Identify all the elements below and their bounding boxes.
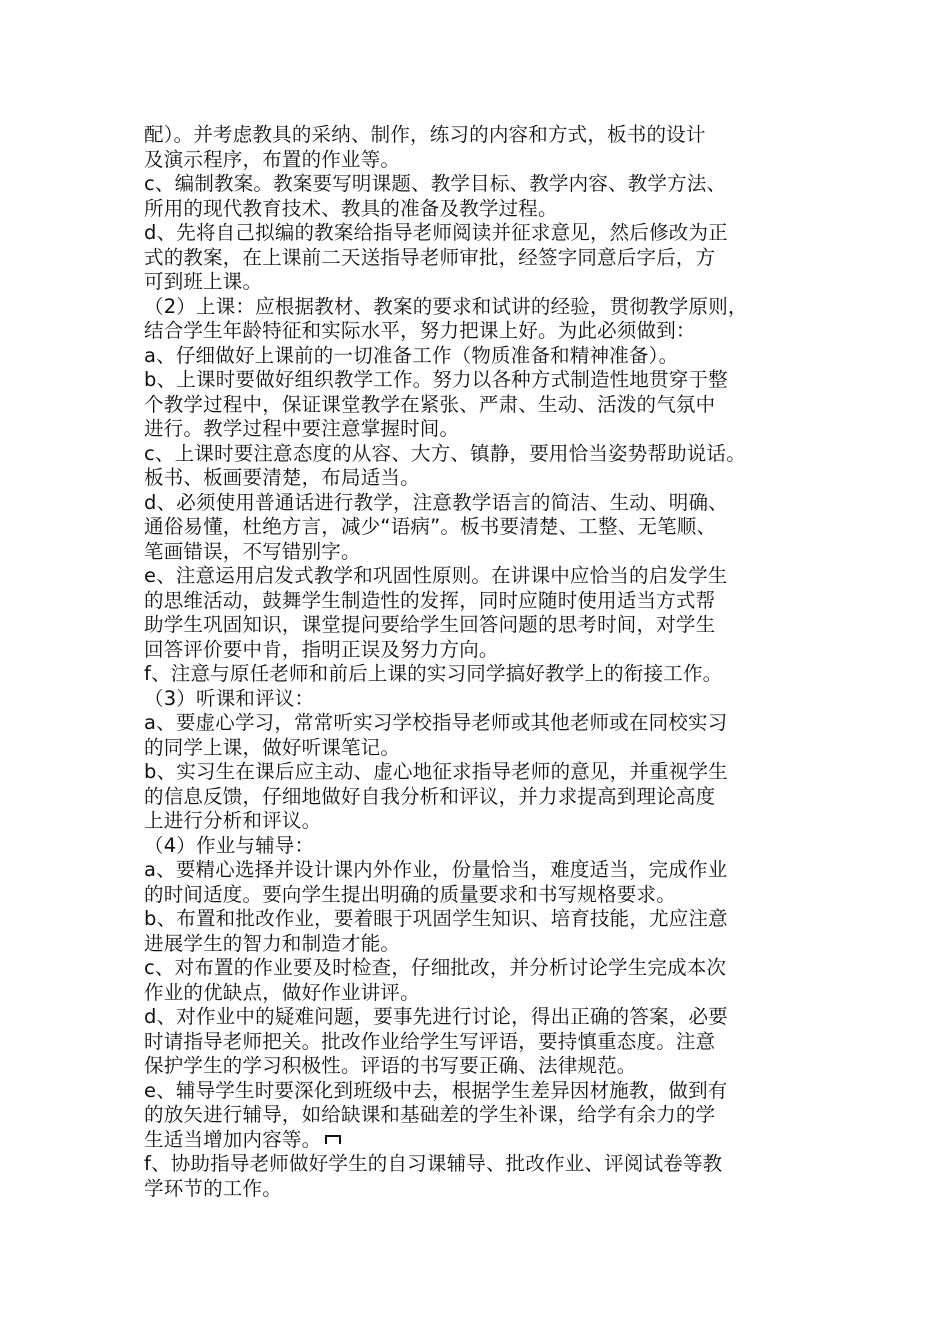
text-line: 个教学过程中，保证课堂教学在紧张、严肃、生动、活泼的气氛中	[144, 392, 716, 416]
text-line: 可到班上课。	[144, 270, 263, 293]
text-line: c、上课时要注意态度的从容、大方、镇静，要用恰当姿势帮助说话。	[144, 441, 746, 465]
text-line: b、实习生在课后应主动、虚心地征求指导老师的意见，并重视学生	[144, 760, 728, 783]
text-line: 及演示程序，布置的作业等。	[144, 147, 401, 171]
text-line: 的思维活动，鼓舞学生制造性的发挥，同时应随时使用适当方式帮	[144, 588, 716, 612]
text-line-with-mark	[144, 1128, 824, 1153]
text-line: 时请指导老师把关。批改作业给学生写评语，要持慎重态度。注意	[144, 1029, 716, 1053]
text-line: 笔画错误，不写错别字。	[144, 539, 361, 563]
text-line: d、先将自己拟编的教案给指导老师阅读并征求意见，然后修改为正	[144, 221, 728, 244]
text-line: （2）上课：应根据教材、教案的要求和试讲的经验，贯彻教学原则，	[144, 294, 748, 318]
text-line: 结合学生年龄特征和实际水平，努力把课上好。为此必须做到：	[144, 319, 696, 342]
text-line: 的信息反馈，仔细地做好自我分析和评议，并力求提高到理论高度	[144, 784, 716, 808]
text-line: 作业的优缺点，做好作业讲评。	[144, 980, 420, 1004]
text-line: （3）听课和评议：	[144, 686, 315, 710]
text-line: 助学生巩固知识，课堂提问要给学生回答问题的思考时间，对学生	[144, 613, 716, 636]
text-line: e、注意运用启发式教学和巩固性原则。在讲课中应恰当的启发学生	[144, 564, 728, 587]
text-line: e、辅导学生时要深化到班级中去，根据学生差异因材施教，做到有	[144, 1078, 728, 1102]
text-line: 学环节的工作。	[144, 1176, 282, 1200]
text-line: c、对布置的作业要及时检查，仔细批改，并分析讨论学生完成本次	[144, 956, 727, 979]
text-line: 的同学上课，做好听课笔记。	[144, 735, 401, 759]
bracket-mark-icon	[325, 1134, 343, 1146]
text-line: 配）。并考虑教具的采纳、制作，练习的内容和方式，板书的设计	[144, 123, 706, 146]
text-line: 所用的现代教育技术、教具的准备及教学过程。	[144, 196, 558, 220]
text-line: b、上课时要做好组织教学工作。努力以各种方式制造性地贯穿于整	[144, 368, 728, 391]
text-line: 上进行分析和评议。	[144, 809, 322, 832]
text-line: 的时间适度。要向学生提出明确的质量要求和书写规格要求。	[144, 882, 676, 906]
text-line: f、注意与原任老师和前后上课的实习同学搞好教学上的衔接工作。	[144, 662, 723, 685]
text-line: 生适当增加内容等。	[144, 1127, 322, 1151]
text-line: f、协助指导老师做好学生的自习课辅导、批改作业、评阅试卷等教	[144, 1152, 723, 1175]
text-line: 进行。教学过程中要注意掌握时间。	[144, 417, 460, 440]
text-line: 的放矢进行辅导，如给缺课和基础差的学生补课，给学有余力的学	[144, 1103, 716, 1126]
document-body	[144, 123, 824, 1201]
text-line: a、要精心选择并设计课内外作业，份量恰当，难度适当，完成作业	[144, 858, 728, 881]
text-line: 通俗易懂，杜绝方言，减少“语病”。板书要清楚、工整、无笔顺、	[144, 515, 717, 538]
text-line: （4）作业与辅导：	[144, 833, 315, 857]
text-line: 保护学生的学习积极性。评语的书写要正确、法律规范。	[144, 1054, 637, 1077]
text-line: a、要虚心学习，常常听实习学校指导老师或其他老师或在同校实习	[144, 711, 728, 734]
text-line: d、对作业中的疑难问题，要事先进行讨论，得出正确的答案，必要	[144, 1005, 728, 1028]
text-line: a、仔细做好上课前的一切准备工作（物质准备和精神准备）。	[144, 343, 679, 367]
text-line: c、编制教案。教案要写明课题、教学目标、教学内容、教学方法、	[144, 172, 727, 195]
text-line: b、布置和批改作业，要着眼于巩固学生知识、培育技能，尤应注意	[144, 907, 728, 930]
text-line: d、必须使用普通话进行教学，注意教学语言的简洁、生动、明确、	[144, 490, 728, 514]
text-line: 进展学生的智力和制造才能。	[144, 931, 401, 955]
text-line: 回答评价要中肯，指明正误及努力方向。	[144, 637, 499, 661]
text-line: 式的教案，在上课前二天送指导老师审批，经签字同意后字后，方	[144, 245, 716, 269]
text-line: 板书、板画要清楚，布局适当。	[144, 466, 420, 489]
